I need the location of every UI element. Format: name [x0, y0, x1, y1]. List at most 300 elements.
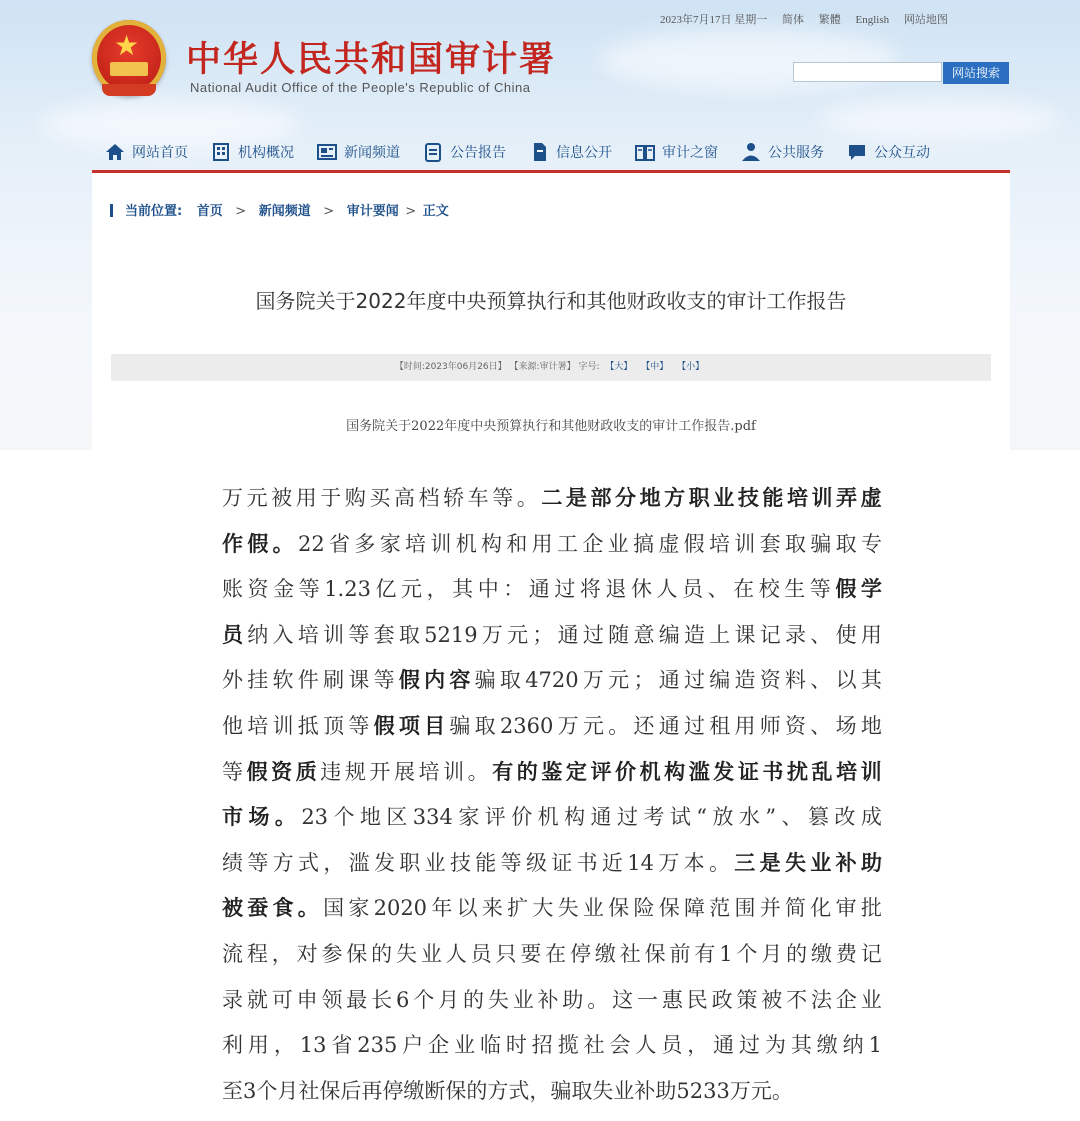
body-text-run: 价: [511, 805, 533, 830]
body-text-run: 家: [348, 896, 370, 921]
top-links: [660, 11, 960, 27]
body-text-run: 月: [277, 1078, 299, 1103]
body-text-run: 业: [420, 941, 442, 966]
body-text-run: 资: [785, 713, 807, 738]
body-text-run: 规: [344, 759, 366, 784]
body-text-run: 篡: [807, 805, 829, 830]
body-text-run: 1.23: [324, 577, 371, 602]
body-text-run: 试: [669, 805, 691, 830]
emphasis-text: 鉴: [541, 759, 563, 784]
body-text-run: 缴: [811, 941, 832, 966]
body-text-run: 家: [458, 805, 480, 830]
body-text-run: 使: [835, 622, 857, 647]
emphasis-text: 助: [860, 850, 882, 875]
emphasis-text: 训: [811, 486, 833, 510]
body-text-run: 将: [579, 577, 601, 602]
body-text-run: 过: [683, 668, 705, 693]
body-text-run: 、: [810, 622, 832, 647]
body-text-run: 个: [333, 805, 355, 830]
breadcrumb-separator: >: [405, 204, 417, 219]
emphasis-text: 失: [784, 850, 806, 875]
body-text-run: 通: [590, 805, 612, 830]
font-size-large[interactable]: 【大】: [605, 362, 633, 372]
newspaper-icon: [316, 141, 338, 163]
body-text-run: 的: [466, 1078, 488, 1103]
body-text-run: 轿: [443, 486, 465, 510]
body-text-run: 补: [537, 987, 559, 1012]
body-text-run: 于: [320, 486, 342, 510]
body-text-run: 有: [694, 941, 716, 966]
body-line: [222, 1069, 882, 1115]
body-text-run: “: [696, 805, 708, 830]
book-icon: [634, 141, 656, 163]
body-text-run: 式: [297, 850, 319, 875]
body-text-run: 业: [582, 896, 604, 921]
body-text-run: 、: [707, 577, 729, 602]
body-text-run: 年: [431, 896, 453, 921]
body-text-run: 骗: [474, 668, 496, 693]
body-text-run: 业: [424, 850, 446, 875]
body-text-run: 金: [273, 577, 295, 602]
body-text-run: 中: [477, 577, 499, 602]
emphasis-text: 目: [424, 713, 446, 738]
body-text-run: 资: [247, 577, 269, 602]
body-text-run: 业: [454, 1033, 476, 1058]
body-text-run: 顶: [323, 713, 345, 738]
emphasis-text: 假: [373, 713, 395, 738]
emphasis-text: 补: [835, 850, 857, 875]
nav-item-organization[interactable]: [210, 141, 294, 163]
body-text-run: 失: [487, 987, 509, 1012]
body-line: [222, 886, 882, 932]
emphasis-text: 虚: [860, 486, 882, 510]
body-text-run: ；: [532, 622, 554, 647]
emphasis-text: 假: [247, 531, 269, 556]
search-button[interactable]: 网站搜索: [943, 62, 1009, 84]
body-text-run: 流: [222, 941, 243, 966]
body-text-run: 2360: [499, 713, 554, 738]
body-text-run: 元: [750, 1078, 772, 1103]
body-text-run: 纳: [247, 622, 269, 647]
breadcrumb-current: 正文: [422, 204, 449, 219]
body-text-run: 6: [396, 987, 410, 1012]
font-size-small[interactable]: 【小】: [677, 362, 705, 372]
emphasis-text: 方: [664, 486, 686, 510]
body-text-run: 对: [296, 941, 318, 966]
breadcrumb-prefix: 当前位置:: [125, 204, 183, 219]
body-text-run: 件: [297, 668, 319, 693]
body-text-run: 校: [758, 577, 780, 602]
body-text-run: 区: [386, 805, 408, 830]
body-text-run: 购: [344, 486, 366, 510]
emphasis-text: 技: [737, 486, 759, 510]
body-line: [222, 841, 882, 887]
building-icon: [210, 141, 232, 163]
body-text-run: 软: [272, 668, 294, 693]
body-text-run: 惠: [661, 987, 683, 1012]
body-text-run: 235: [357, 1033, 398, 1058]
body-text-run: 取: [571, 1078, 593, 1103]
body-text-run: 机: [455, 531, 477, 556]
body-line: [222, 932, 882, 978]
body-text-run: 元: [582, 713, 604, 738]
cloud-decoration: [820, 100, 1060, 140]
emphasis-text: 部: [590, 486, 612, 510]
emphasis-text: 的: [516, 759, 538, 784]
body-text-run: 只: [495, 941, 517, 966]
body-text-run: 23: [301, 805, 329, 830]
emphasis-text: 是: [565, 486, 587, 510]
body-text-run: 考: [643, 805, 665, 830]
body-text-run: 政: [711, 987, 733, 1012]
body-text-run: 5233: [676, 1078, 730, 1103]
link-simplified[interactable]: 简体: [782, 14, 804, 26]
star-icon: ★: [114, 29, 140, 62]
body-text-run: 骗: [810, 531, 832, 556]
body-text-run: 培: [405, 531, 427, 556]
body-text-run: 过: [554, 577, 576, 602]
date-label: 2023年7月17日 星期一: [660, 14, 768, 26]
nav-label: 公众互动: [874, 145, 930, 161]
body-text-run: 审: [835, 896, 857, 921]
body-text-run: 。: [587, 987, 609, 1012]
body-text-run: 险: [633, 896, 655, 921]
body-text-run: 车: [467, 486, 489, 510]
body-text-run: 人: [635, 1033, 657, 1058]
emphasis-text: 是: [759, 850, 781, 875]
body-line: [222, 795, 882, 841]
body-text-run: 人: [656, 577, 678, 602]
body-text-run: 成: [860, 805, 882, 830]
emphasis-text: 员: [222, 622, 243, 647]
nav-label: 公告报告: [450, 145, 506, 161]
body-text-run: 万: [481, 622, 503, 647]
breadcrumb-news[interactable]: 新闻频道: [258, 204, 311, 219]
body-text-run: 式: [508, 1078, 530, 1103]
emphasis-text: 假: [835, 577, 857, 602]
body-text-run: ”: [765, 805, 777, 830]
pdf-attachment-link[interactable]: 国务院关于2022年度中央预算执行和其他财政收支的审计工作报告.pdf: [346, 419, 756, 434]
body-text-run: 万: [658, 850, 680, 875]
body-line: [222, 978, 882, 1024]
body-text-run: 训: [323, 622, 345, 647]
link-traditional[interactable]: 繁體: [818, 14, 841, 26]
body-text-run: 通: [658, 713, 680, 738]
body-text-run: 企: [835, 987, 857, 1012]
emphasis-text: 食: [272, 896, 294, 921]
body-text-run: 围: [734, 896, 756, 921]
body-text-run: 发: [373, 850, 395, 875]
breadcrumb-home[interactable]: 首页: [196, 204, 223, 219]
emphasis-text: 质: [295, 759, 317, 784]
body-text-run: 业: [607, 531, 629, 556]
body-text-run: 用: [295, 486, 317, 510]
body-text-run: 最: [346, 987, 368, 1012]
body-text-run: 参: [321, 941, 343, 966]
body-text-run: 工: [557, 531, 578, 556]
body-text-run: 保: [445, 1078, 467, 1103]
body-text-run: 家: [379, 531, 401, 556]
emphasis-text: 分: [615, 486, 636, 510]
body-text-run: 外: [222, 668, 243, 693]
body-text-run: 师: [759, 713, 781, 738]
body-text-run: 失: [557, 896, 579, 921]
emphasis-text: 培: [836, 759, 858, 784]
body-text-run: 助: [562, 987, 584, 1012]
body-text-run: 通: [528, 577, 550, 602]
body-text-run: 过: [616, 805, 638, 830]
body-text-run: 租: [709, 713, 731, 738]
body-text-run: 个: [736, 941, 758, 966]
body-text-run: 退: [605, 577, 627, 602]
body-text-run: 。: [467, 759, 489, 784]
body-text-run: 334: [412, 805, 453, 830]
breadcrumb-separator: >: [323, 204, 335, 219]
body-text-run: 万: [557, 713, 579, 738]
body-text-run: 、: [781, 805, 803, 830]
body-text-run: 范: [709, 896, 731, 921]
tiananmen-icon: [110, 62, 148, 76]
body-text-run: 元: [401, 577, 423, 602]
people-icon: [740, 141, 762, 163]
emphasis-text: 滥: [688, 759, 710, 784]
body-text-run: 再: [361, 1078, 383, 1103]
breadcrumb-separator: >: [235, 204, 247, 219]
body-text-run: 课: [734, 622, 756, 647]
nav-item-public-service[interactable]: [740, 141, 824, 163]
body-text-run: 个: [256, 1078, 278, 1103]
body-text-run: 方: [272, 850, 294, 875]
body-text-run: 万: [222, 486, 243, 510]
nav-item-home[interactable]: [104, 141, 188, 163]
link-english[interactable]: English: [855, 14, 890, 26]
body-text-run: 断: [424, 1078, 446, 1103]
body-text-run: 元: [246, 486, 268, 510]
body-text-run: 人: [445, 941, 467, 966]
body-text-run: 简: [785, 896, 807, 921]
national-emblem-logo[interactable]: [92, 20, 166, 96]
emphasis-text: 乱: [811, 759, 833, 784]
body-text-run: 意: [633, 622, 655, 647]
body-text-run: 用: [734, 713, 756, 738]
body-text-run: 大: [532, 896, 554, 921]
body-text-run: ，: [273, 1033, 295, 1058]
body-text-run: 等: [298, 577, 320, 602]
body-text-run: 训: [734, 531, 756, 556]
body-text-run: 亿: [375, 577, 397, 602]
body-text-run: 开: [369, 759, 391, 784]
body-text-run: 过: [683, 713, 705, 738]
body-text-run: 民: [686, 987, 708, 1012]
body-text-run: 虚: [658, 531, 680, 556]
nav-label: 新闻频道: [344, 145, 400, 161]
body-text-run: 通: [557, 622, 579, 647]
body-text-run: 在: [545, 941, 567, 966]
body-text-run: 保: [644, 941, 666, 966]
body-text-run: 假: [683, 531, 705, 556]
emphasis-text: 场: [248, 805, 270, 830]
body-text-run: 社: [583, 1033, 605, 1058]
body-text-run: 停: [382, 1078, 404, 1103]
body-text-run: 这: [612, 987, 634, 1012]
body-text-run: 绩: [222, 850, 243, 875]
body-text-run: 技: [449, 850, 471, 875]
body-text-run: 录: [785, 622, 807, 647]
body-text-run: 户: [402, 1033, 424, 1058]
emphasis-text: 假: [398, 668, 420, 693]
body-text-run: 5219: [424, 622, 478, 647]
body-text-run: 4720: [525, 668, 579, 693]
article-meta: [111, 354, 991, 381]
breadcrumb-audit-news[interactable]: 审计要闻: [346, 204, 399, 219]
body-text-run: 账: [222, 577, 243, 602]
body-text-run: ，: [529, 1078, 551, 1103]
body-text-run: 等: [500, 850, 522, 875]
nav-label: 信息公开: [556, 145, 612, 161]
body-text-run: 和: [506, 531, 528, 556]
body-text-run: 能: [475, 850, 497, 875]
body-text-run: 近: [601, 850, 623, 875]
body-text-run: 骗: [449, 713, 471, 738]
emphasis-text: 定: [565, 759, 587, 784]
body-text-run: 化: [810, 896, 832, 921]
body-text-run: 月: [438, 987, 460, 1012]
body-text-run: 入: [272, 622, 294, 647]
emphasis-text: 作: [222, 531, 243, 556]
emphasis-text: 证: [737, 759, 759, 784]
nav-label: 机构概况: [238, 145, 294, 161]
meta-font-label: 字号:: [578, 362, 600, 372]
body-text-run: 取: [398, 622, 420, 647]
body-text-run: 国: [323, 896, 345, 921]
body-text-run: 多: [354, 531, 376, 556]
body-text-run: 买: [369, 486, 391, 510]
body-line: [222, 750, 882, 796]
emphasis-text: 容: [449, 668, 471, 693]
nav-item-notices[interactable]: [422, 141, 506, 163]
body-text-run: ，: [271, 941, 293, 966]
body-text-run: 通: [713, 1033, 735, 1058]
body-text-run: 搞: [632, 531, 654, 556]
body-text-run: 的: [786, 941, 808, 966]
body-text-run: 员: [682, 577, 704, 602]
body-text-run: 在: [733, 577, 755, 602]
body-text-run: 训: [443, 759, 465, 784]
body-text-run: 造: [683, 622, 705, 647]
emphasis-text: 培: [786, 486, 808, 510]
body-text-run: 可: [271, 987, 293, 1012]
nav-item-disclosure[interactable]: [528, 141, 612, 163]
body-text-run: 课: [348, 668, 370, 693]
body-text-run: 补: [634, 1078, 656, 1103]
body-text-run: 助: [655, 1078, 677, 1103]
nav-item-news[interactable]: [316, 141, 400, 163]
emphasis-text: 评: [590, 759, 612, 784]
body-text-run: 改: [834, 805, 856, 830]
body-text-run: 障: [683, 896, 705, 921]
body-text-run: 造: [734, 668, 756, 693]
body-text-run: 其: [860, 668, 882, 693]
body-text-run: 3: [243, 1078, 257, 1103]
body-text-run: 2020: [373, 896, 428, 921]
breadcrumb: [110, 200, 449, 219]
body-text-run: 取: [474, 713, 496, 738]
body-text-run: 缴: [403, 1078, 425, 1103]
body-text-run: 招: [531, 1033, 553, 1058]
body-text-run: ，: [426, 577, 448, 602]
body-text-run: 元: [608, 668, 630, 693]
emphasis-text: 职: [688, 486, 710, 510]
site-title[interactable]: 中华人民共和国审计署: [186, 39, 557, 80]
body-text-run: 失: [396, 941, 418, 966]
emphasis-text: 弄: [836, 486, 858, 510]
search-input[interactable]: [793, 62, 942, 82]
body-text-run: 缴: [816, 1033, 838, 1058]
body-text-run: 保: [319, 1078, 341, 1103]
body-text-run: 。: [516, 486, 538, 510]
body-text-run: 月: [761, 941, 783, 966]
body-text-run: 就: [246, 987, 268, 1012]
body-text-run: 他: [222, 713, 243, 738]
body-text-run: 高: [393, 486, 415, 510]
body-text-run: 训: [430, 531, 452, 556]
body-text-run: ，: [323, 850, 345, 875]
body-text-run: 来: [481, 896, 503, 921]
body-text-run: 资: [759, 668, 781, 693]
body-text-run: 批: [860, 896, 882, 921]
body-text-run: 临: [479, 1033, 501, 1058]
body-text-run: 的: [462, 987, 484, 1012]
body-text-run: 地: [860, 713, 882, 738]
body-text-run: 训: [272, 713, 294, 738]
body-text-run: 业: [613, 1078, 635, 1103]
body-text-run: ，: [687, 1033, 709, 1058]
nav-item-interaction[interactable]: [846, 141, 930, 163]
body-text-run: 22: [297, 531, 325, 556]
body-text-run: 放: [712, 805, 734, 830]
body-text-run: 省: [331, 1033, 353, 1058]
body-text-run: 等: [373, 668, 395, 693]
link-sitemap[interactable]: 网站地图: [903, 14, 948, 26]
font-size-medium[interactable]: 【中】: [641, 362, 669, 372]
body-text-run: 记: [860, 941, 882, 966]
body-text-run: 挂: [247, 668, 269, 693]
body-text-run: 前: [669, 941, 691, 966]
nav-item-audit-window[interactable]: [634, 141, 718, 163]
body-text-run: 还: [633, 713, 655, 738]
body-text-run: 评: [484, 805, 506, 830]
body-text-run: 1: [719, 941, 733, 966]
body-text-run: 员: [661, 1033, 683, 1058]
body-text-run: 万: [729, 1078, 751, 1103]
emphasis-text: 蚕: [247, 896, 269, 921]
body-text-run: 取: [784, 531, 806, 556]
body-text-run: 等: [348, 622, 370, 647]
body-line: [222, 704, 882, 750]
body-text-run: 缴: [594, 941, 616, 966]
emphasis-text: 业: [713, 486, 735, 510]
body-text-run: 抵: [297, 713, 319, 738]
body-text-run: 过: [739, 1033, 761, 1058]
body-text-run: 用: [860, 622, 882, 647]
emphasis-text: 构: [664, 759, 686, 784]
breadcrumb-marker: [110, 204, 113, 217]
body-text-run: 、: [810, 713, 832, 738]
body-text-run: 法: [811, 987, 832, 1012]
body-text-run: 等: [492, 486, 514, 510]
nav-label: 网站首页: [132, 145, 188, 161]
body-text-run: 随: [608, 622, 630, 647]
